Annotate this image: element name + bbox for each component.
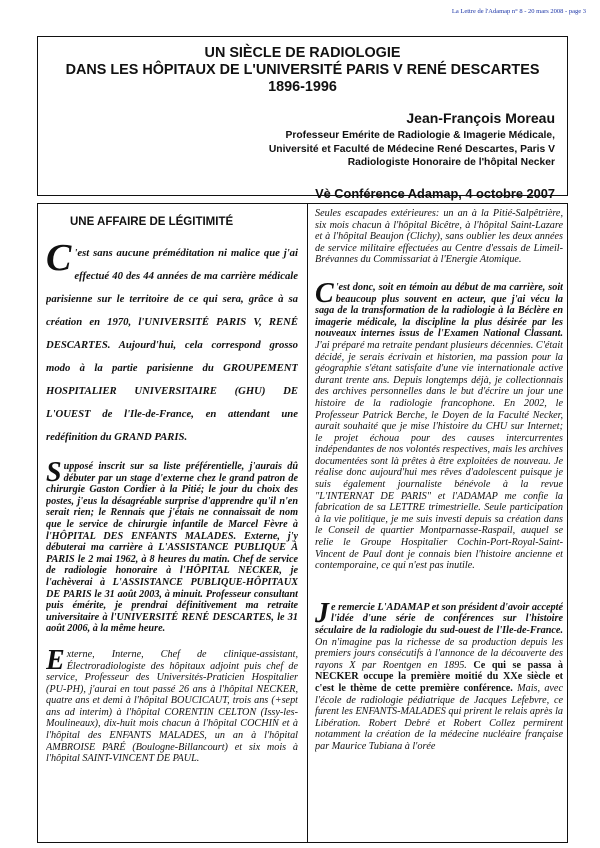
paragraph-text-continued: Mais, avec l'école de radiologie pédiatrique de Jacques Lefebvre, ce furent les ENFANTS-MALADES qui prirent le relais après la Libération. Robert Debré et Robert Collez permirent notamment la création de la médecine nucléaire française par Maurice Tubiana à l'orée xyxy=(315,682,563,752)
title-line-2: DANS LES HÔPITAUX DE L'UNIVERSITÉ PARIS V RENÉ DESCARTES xyxy=(65,62,540,78)
paragraph-escapades: Seules escapades extérieures: un an à la Pitié-Salpêtrière, six mois chacun à l'hôpital Bicêtre, à l'hôpital Saint-Lazare et à l'hôpital Beaujon (Clichy), sans oublier les deux années de service militaire effectuées au Centre d'essais de Limeil-Brévannes du Commissariat à l'Energie Atomique. xyxy=(315,208,563,266)
paragraph-career xyxy=(46,457,298,635)
affiliation-line-3: Radiologiste Honoraire de l'hôpital Necker xyxy=(347,157,555,168)
column-divider xyxy=(307,204,308,842)
drop-cap: S xyxy=(46,457,62,488)
paragraph-intro xyxy=(46,237,298,449)
conference-line: Vè Conférence Adamap, 4 octobre 2007 xyxy=(315,185,555,201)
drop-cap: C xyxy=(315,277,334,309)
paragraph-saga xyxy=(315,277,563,572)
paragraph-positions xyxy=(46,644,298,765)
paragraph-emphasis: Ce qui se passa à NECKER occupe la première moitié du XXe siècle et c'est le thème de cette première conférence. xyxy=(315,659,563,694)
affiliation-line-1: Professeur Emérite de Radiologie & Imagerie Médicale, xyxy=(285,130,555,141)
title-box xyxy=(37,36,568,201)
running-head: La Lettre de l'Adamap n° 8 - 20 mars 2008 - page 3 xyxy=(451,8,586,15)
paragraph-text: 'est sans aucune préméditation ni malice que j'ai effectué 40 des 44 années de ma carrière médicale parisienne sur le territoire de ce qui sera, grâce à sa création en 1970, l'UNIVERSITÉ PARIS V, RENÉ DESCARTES. Aujourd'hui, cela correspond grosso modo à la partie parisienne du GROUPEMENT HOSPITALIER UNIVERSITAIRE (GHU) DE L'OUEST de l'Ile-de-France, en attendant une redéfinition du GRAND PARIS. xyxy=(46,247,298,443)
affiliation-line-2: Université et Faculté de Médecine René Descartes, Paris V xyxy=(268,143,555,155)
section-title: UNE AFFAIRE DE LÉGITIMITÉ xyxy=(70,216,234,228)
author-name: Jean-François Moreau xyxy=(406,110,555,126)
drop-cap: J xyxy=(315,597,329,629)
paragraph-text: xterne, Interne, Chef de clinique-assistant, Électroradiologiste des hôpitaux adjoint puis chef de service, Professeur des Universités-Praticien Hospitalier (PU-PH), j'aurai en tout passé 26 ans à l'hôpital NECKER, quatre ans et demi à l'hôpital BOUCICAUT, trois ans (+sept ans ad interim) à l'hôpital CORENTIN CELTON (Issy-les-Moulineaux), dix-huit mois chacun à l'hôpital COCHIN et à l'hôpital des ENFANTS MALADES, un an à l'hôpital AMBROISE PARÉ (Boulogne-Billancourt) et six mois à l'hôpital SAINT-VINCENT DE PAUL. xyxy=(46,648,298,765)
paragraph-lead: e remercie L'ADAMAP et son président d'avoir accepté l'idée d'une série de conférences sur l'histoire séculaire de la radiologie du sud-ouest de l'Ile-de-France. xyxy=(315,601,563,636)
paragraph-lead: 'est donc, soit en témoin au début de ma carrière, soit beaucoup plus souvent en acteur, que j'ai vécu la saga de la transformation de la radiologie à la Béclère en imagerie médicale, la discipline la plus désirée par les nouveaux internes issus de l'Examen National Classant. xyxy=(315,281,563,340)
paragraph-thanks xyxy=(315,597,563,753)
paragraph-text: J'ai préparé ma retraite pendant plusieurs décennies. C'était décidé, je serais écrivain et historien, ma passion pour la géographie s'étant satisfaite d'une vie internationale active durant trente ans. Depuis longtemps déjà, je collectionnais des archives personnelles dans le but d'écrire un jour une histoire de la radiologie francophone. En 2002, le Professeur Patrick Berche, le Doyen de la Faculté Necker, aurait souhaité que je mise l'histoire du CHU sur Internet; le projet échoua pour des causes intercurrentes indépendantes de nos volontés respectives, mais les archives documentées sont là prêtes à être exploitées de nouveau. Je réalise donc aujourd'hui mes rêves d'adolescent puisque je suis également journaliste bénévole à la revue "L'INTERNAT DE PARIS" et l'ADAMAP me confie la fabrication de sa LETTRE trimestrielle. Seule participation à la vie politique, je me suis investi depuis sa création dans le Conseil de quartier Montparnasse-Raspail, auquel se relie le Groupe Hospitalier Cochin-Port-Royal-Saint-Vincent de Paul dont je connais bien l'histoire ancienne et contemporaine, ce qui n'est pas inutile. xyxy=(315,339,563,572)
paragraph-text: upposé inscrit sur sa liste préférentielle, j'aurais dû débuter par un stage d'externe chez le grand patron de chirurgie Gaston Cordier à la Pitié; le jour du choix des postes, j'eus la désagréable surprise d'apprendre qu'il n'en serait rien; le Rennais que j'étais ne connaissait de nom que le service de chirurgie infantile de Marcel Fèvre à l'HÔPITAL DES ENFANTS MALADES. Externe, j'y débuterai ma carrière à L'ASSISTANCE PUBLIQUE À PARIS le 2 mai 1962, à 8 heures du matin. Chef de service de radiologie honoraire à l'HÔPITAL NECKER, je l'achèverai à L'ASSISTANCE PUBLIQUE-HÔPITAUX DE PARIS le 31 août 2003, à minuit. Professeur consultant puis émérite, je prendrai définitivement ma retraite universitaire à l'UNIVERSITÉ RENÉ DESCARTES, le 31 août 2006, à la même heure. xyxy=(46,461,298,635)
title-line-3: 1896-1996 xyxy=(268,79,337,95)
title-line-1: UN SIÈCLE DE RADIOLOGIE xyxy=(204,45,401,61)
drop-cap: C xyxy=(46,237,72,279)
drop-cap: E xyxy=(46,644,65,676)
article-body xyxy=(37,203,568,843)
paragraph-text: On n'imagine pas la richesse de sa production depuis les premiers jours consécutifs à l'annonce de la découverte des rayons X par Roentgen en 1895. xyxy=(315,636,563,671)
author-affiliation xyxy=(38,129,555,170)
article-title xyxy=(38,45,567,96)
right-column xyxy=(315,204,563,753)
left-column xyxy=(46,204,298,765)
